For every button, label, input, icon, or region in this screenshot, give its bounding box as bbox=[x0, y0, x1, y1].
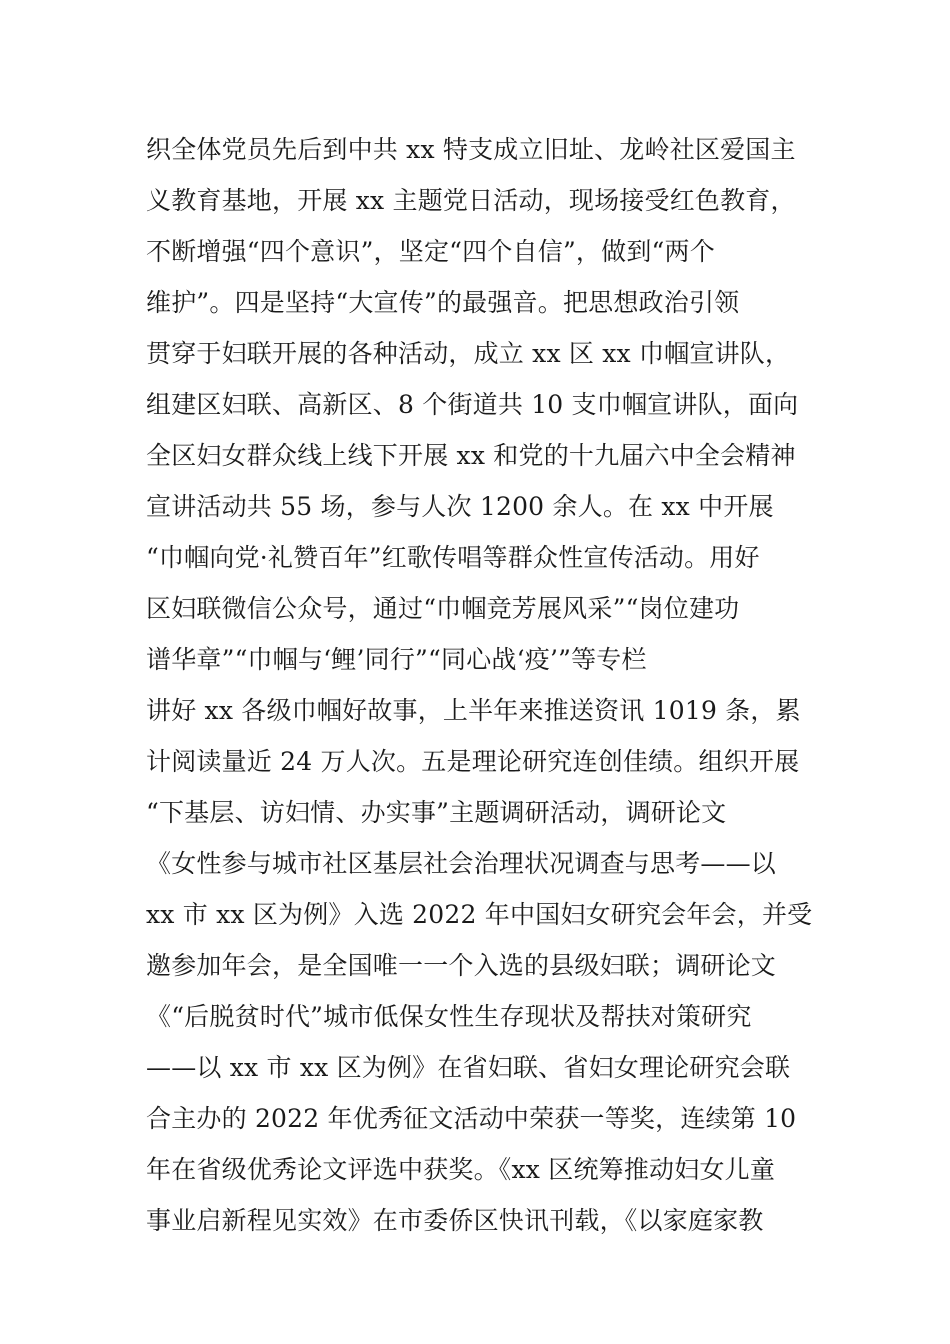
text-line: “下基层、访妇情、办实事”主题调研活动，调研论文 bbox=[146, 798, 727, 827]
text-line: 不断增强“四个意识”，坚定“四个自信”，做到“两个 bbox=[146, 237, 715, 266]
text-line: 宣讲活动共 55 场，参与人次 1200 余人。在 xx 中开展 bbox=[146, 492, 774, 521]
text-line: “巾帼向党·礼赞百年”红歌传唱等群众性宣传活动。用好 bbox=[146, 543, 760, 572]
text-line: 全区妇女群众线上线下开展 xx 和党的十九届六中全会精神 bbox=[146, 441, 796, 470]
text-line: 《女性参与城市社区基层社会治理状况调查与思考——以 bbox=[146, 849, 777, 878]
text-line: 贯穿于妇联开展的各种活动，成立 xx 区 xx 巾帼宣讲队， bbox=[146, 339, 791, 368]
text-line: 合主办的 2022 年优秀征文活动中荣获一等奖，连续第 10 bbox=[146, 1104, 797, 1133]
text-line: 组建区妇联、高新区、8 个街道共 10 支巾帼宣讲队，面向 bbox=[146, 390, 799, 419]
text-line: 织全体党员先后到中共 xx 特支成立旧址、龙岭社区爱国主 bbox=[146, 135, 796, 164]
text-line: 讲好 xx 各级巾帼好故事，上半年来推送资讯 1019 条，累 bbox=[146, 696, 801, 725]
text-line: 《“后脱贫时代”城市低保女性生存现状及帮扶对策研究 bbox=[146, 1002, 752, 1031]
text-line: 义教育基地，开展 xx 主题党日活动，现场接受红色教育， bbox=[146, 186, 796, 215]
text-line: 区妇联微信公众号，通过“巾帼竞芳展风采”“岗位建功 bbox=[146, 594, 740, 623]
text-line: 谱华章”“巾帼与‘鲤’同行”“同心战‘疫’”等专栏 bbox=[146, 645, 647, 674]
text-line: 年在省级优秀论文评选中获奖。《xx 区统筹推动妇女儿童 bbox=[146, 1155, 776, 1184]
text-line: 事业启新程见实效》在市委侨区快讯刊载，《以家庭家教 bbox=[146, 1206, 764, 1235]
text-line: ——以 xx 市 xx 区为例》在省妇联、省妇女理论研究会联 bbox=[146, 1053, 791, 1082]
text-line: 邀参加年会，是全国唯一一个入选的县级妇联；调研论文 bbox=[146, 951, 777, 980]
body-paragraph bbox=[146, 124, 816, 1246]
text-line: 计阅读量近 24 万人次。五是理论研究连创佳绩。组织开展 bbox=[146, 747, 800, 776]
text-line: xx 市 xx 区为例》入选 2022 年中国妇女研究会年会，并受 bbox=[146, 900, 813, 929]
text-line: 维护”。四是坚持“大宣传”的最强音。把思想政治引领 bbox=[146, 288, 740, 317]
